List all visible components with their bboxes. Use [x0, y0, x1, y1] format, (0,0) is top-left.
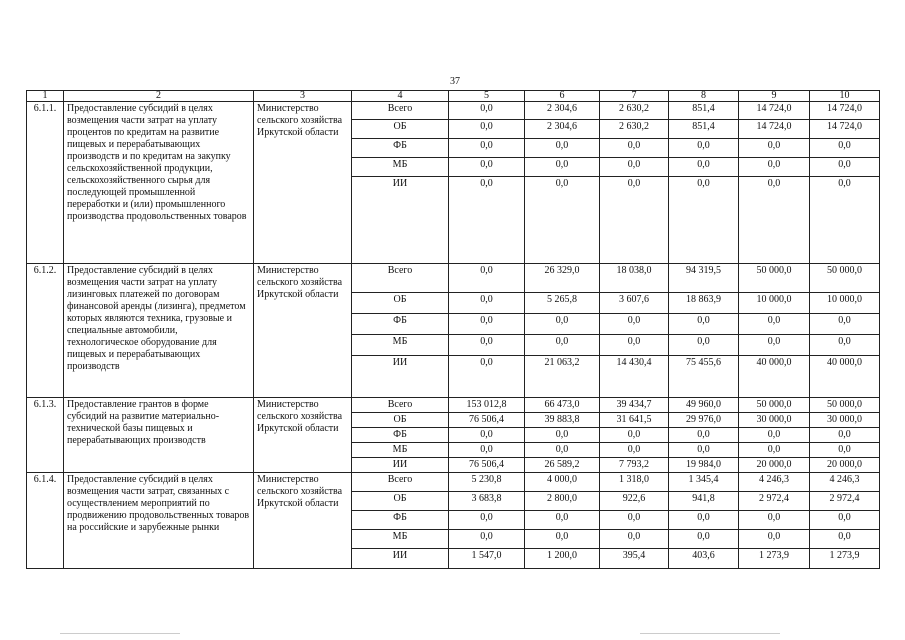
funding-source: ОБ — [352, 413, 449, 428]
value-cell: 922,6 — [600, 492, 669, 511]
table-row — [27, 102, 880, 120]
value-cell: 0,0 — [739, 177, 810, 264]
value-cell: 0,0 — [810, 139, 880, 158]
funding-source: ИИ — [352, 177, 449, 264]
value-cell: 0,0 — [600, 177, 669, 264]
value-cell: 0,0 — [810, 511, 880, 530]
funding-source: МБ — [352, 530, 449, 549]
value-cell: 0,0 — [669, 335, 739, 356]
value-cell: 0,0 — [810, 443, 880, 458]
column-header: 9 — [739, 91, 810, 102]
value-cell: 1 273,9 — [739, 549, 810, 569]
column-header: 4 — [352, 91, 449, 102]
column-header: 6 — [525, 91, 600, 102]
funding-source: Всего — [352, 473, 449, 492]
value-cell: 2 630,2 — [600, 120, 669, 139]
value-cell: 0,0 — [600, 443, 669, 458]
value-cell: 14 724,0 — [739, 120, 810, 139]
value-cell: 14 724,0 — [810, 120, 880, 139]
item-number: 6.1.2. — [27, 264, 64, 398]
value-cell: 0,0 — [525, 443, 600, 458]
value-cell: 0,0 — [449, 264, 525, 293]
item-executor: Министерство сельского хозяйства Иркутской области — [254, 473, 352, 569]
item-description: Предоставление субсидий в целях возмещения части затрат на уплату лизинговых платежей по договорам финансовой аренды (лизинга), предметом которых являются техника, грузовые и специальные автомобили, технологическое оборудование для пищевых и перерабатывающих производств — [64, 264, 254, 398]
value-cell: 14 724,0 — [739, 102, 810, 120]
value-cell: 40 000,0 — [739, 356, 810, 398]
value-cell: 941,8 — [669, 492, 739, 511]
item-number: 6.1.1. — [27, 102, 64, 264]
value-cell: 2 800,0 — [525, 492, 600, 511]
value-cell: 20 000,0 — [739, 458, 810, 473]
value-cell: 0,0 — [669, 177, 739, 264]
value-cell: 10 000,0 — [739, 293, 810, 314]
value-cell: 0,0 — [600, 158, 669, 177]
value-cell: 0,0 — [669, 314, 739, 335]
item-number: 6.1.3. — [27, 398, 64, 473]
value-cell: 3 683,8 — [449, 492, 525, 511]
value-cell: 2 972,4 — [810, 492, 880, 511]
value-cell: 0,0 — [449, 428, 525, 443]
funding-source: ОБ — [352, 293, 449, 314]
funding-source: Всего — [352, 264, 449, 293]
item-description: Предоставление субсидий в целях возмещения части затрат на уплату процентов по кредитам на развитие пищевых и перерабатывающих производств и по кредитам на закупку сельскохозяйственной продукции, сельскохозяйственного сырья для последующей промышленной переработки и (или) промышленного производства продовольственных товаров — [64, 102, 254, 264]
column-header: 1 — [27, 91, 64, 102]
value-cell: 0,0 — [739, 428, 810, 443]
value-cell: 0,0 — [739, 158, 810, 177]
funding-source: ИИ — [352, 458, 449, 473]
value-cell: 76 506,4 — [449, 458, 525, 473]
value-cell: 1 345,4 — [669, 473, 739, 492]
funding-source: ОБ — [352, 492, 449, 511]
value-cell: 2 972,4 — [739, 492, 810, 511]
value-cell: 94 319,5 — [669, 264, 739, 293]
funding-source: Всего — [352, 102, 449, 120]
funding-source: ФБ — [352, 511, 449, 530]
value-cell: 0,0 — [525, 428, 600, 443]
value-cell: 2 304,6 — [525, 120, 600, 139]
value-cell: 403,6 — [669, 549, 739, 569]
value-cell: 50 000,0 — [810, 398, 880, 413]
column-header: 3 — [254, 91, 352, 102]
value-cell: 14 724,0 — [810, 102, 880, 120]
value-cell: 39 434,7 — [600, 398, 669, 413]
value-cell: 0,0 — [739, 335, 810, 356]
value-cell: 851,4 — [669, 102, 739, 120]
value-cell: 0,0 — [600, 511, 669, 530]
column-header: 2 — [64, 91, 254, 102]
value-cell: 0,0 — [525, 530, 600, 549]
column-header: 8 — [669, 91, 739, 102]
value-cell: 0,0 — [525, 158, 600, 177]
value-cell: 19 984,0 — [669, 458, 739, 473]
value-cell: 21 063,2 — [525, 356, 600, 398]
value-cell: 66 473,0 — [525, 398, 600, 413]
value-cell: 0,0 — [525, 314, 600, 335]
value-cell: 18 038,0 — [600, 264, 669, 293]
value-cell: 3 607,6 — [600, 293, 669, 314]
value-cell: 2 630,2 — [600, 102, 669, 120]
funding-source: МБ — [352, 335, 449, 356]
value-cell: 0,0 — [810, 314, 880, 335]
value-cell: 0,0 — [449, 335, 525, 356]
value-cell: 0,0 — [525, 511, 600, 530]
value-cell: 30 000,0 — [739, 413, 810, 428]
footer-rule — [60, 633, 180, 634]
table-row — [27, 473, 880, 492]
value-cell: 0,0 — [669, 511, 739, 530]
value-cell: 0,0 — [600, 530, 669, 549]
value-cell: 0,0 — [449, 120, 525, 139]
value-cell: 4 000,0 — [525, 473, 600, 492]
item-description: Предоставление субсидий в целях возмещения части затрат, связанных с осуществлением мероприятий по продвижению продовольственных товаров на российские и зарубежные рынки — [64, 473, 254, 569]
value-cell: 14 430,4 — [600, 356, 669, 398]
value-cell: 0,0 — [739, 314, 810, 335]
value-cell: 4 246,3 — [810, 473, 880, 492]
table-row — [27, 398, 880, 413]
funding-source: ОБ — [352, 120, 449, 139]
page-number: 37 — [450, 76, 460, 87]
value-cell: 30 000,0 — [810, 413, 880, 428]
value-cell: 0,0 — [669, 530, 739, 549]
value-cell: 5 230,8 — [449, 473, 525, 492]
item-description: Предоставление грантов в форме субсидий на развитие материально-технической базы пищевых и перерабатывающих производств — [64, 398, 254, 473]
value-cell: 39 883,8 — [525, 413, 600, 428]
value-cell: 75 455,6 — [669, 356, 739, 398]
value-cell: 0,0 — [449, 530, 525, 549]
value-cell: 0,0 — [739, 530, 810, 549]
value-cell: 40 000,0 — [810, 356, 880, 398]
item-executor: Министерство сельского хозяйства Иркутской области — [254, 102, 352, 264]
funding-source: Всего — [352, 398, 449, 413]
table-row — [27, 264, 880, 293]
item-number: 6.1.4. — [27, 473, 64, 569]
value-cell: 49 960,0 — [669, 398, 739, 413]
column-header: 5 — [449, 91, 525, 102]
funding-source: МБ — [352, 158, 449, 177]
value-cell: 0,0 — [525, 177, 600, 264]
value-cell: 0,0 — [449, 139, 525, 158]
value-cell: 0,0 — [669, 139, 739, 158]
header-row — [27, 91, 880, 102]
value-cell: 5 265,8 — [525, 293, 600, 314]
value-cell: 0,0 — [600, 139, 669, 158]
value-cell: 10 000,0 — [810, 293, 880, 314]
value-cell: 0,0 — [449, 511, 525, 530]
value-cell: 26 589,2 — [525, 458, 600, 473]
value-cell: 0,0 — [600, 428, 669, 443]
value-cell: 0,0 — [739, 511, 810, 530]
value-cell: 2 304,6 — [525, 102, 600, 120]
value-cell: 7 793,2 — [600, 458, 669, 473]
budget-table — [26, 90, 880, 569]
value-cell: 0,0 — [739, 139, 810, 158]
value-cell: 50 000,0 — [739, 398, 810, 413]
value-cell: 0,0 — [449, 293, 525, 314]
item-executor: Министерство сельского хозяйства Иркутской области — [254, 264, 352, 398]
value-cell: 0,0 — [525, 335, 600, 356]
value-cell: 1 200,0 — [525, 549, 600, 569]
value-cell: 0,0 — [525, 139, 600, 158]
value-cell: 18 863,9 — [669, 293, 739, 314]
value-cell: 0,0 — [600, 335, 669, 356]
value-cell: 0,0 — [600, 314, 669, 335]
value-cell: 0,0 — [810, 177, 880, 264]
value-cell: 1 318,0 — [600, 473, 669, 492]
value-cell: 395,4 — [600, 549, 669, 569]
value-cell: 0,0 — [449, 177, 525, 264]
funding-source: ИИ — [352, 549, 449, 569]
value-cell: 0,0 — [669, 443, 739, 458]
column-header: 7 — [600, 91, 669, 102]
funding-source: ФБ — [352, 428, 449, 443]
value-cell: 0,0 — [810, 335, 880, 356]
funding-source: ФБ — [352, 139, 449, 158]
value-cell: 0,0 — [739, 443, 810, 458]
column-header: 10 — [810, 91, 880, 102]
value-cell: 4 246,3 — [739, 473, 810, 492]
funding-source: ИИ — [352, 356, 449, 398]
value-cell: 0,0 — [449, 158, 525, 177]
value-cell: 0,0 — [449, 356, 525, 398]
value-cell: 0,0 — [810, 428, 880, 443]
footer-rule — [640, 633, 780, 634]
value-cell: 50 000,0 — [739, 264, 810, 293]
value-cell: 20 000,0 — [810, 458, 880, 473]
funding-source: МБ — [352, 443, 449, 458]
value-cell: 0,0 — [449, 102, 525, 120]
value-cell: 851,4 — [669, 120, 739, 139]
value-cell: 1 273,9 — [810, 549, 880, 569]
funding-source: ФБ — [352, 314, 449, 335]
value-cell: 0,0 — [810, 530, 880, 549]
value-cell: 1 547,0 — [449, 549, 525, 569]
item-executor: Министерство сельского хозяйства Иркутской области — [254, 398, 352, 473]
value-cell: 0,0 — [669, 158, 739, 177]
value-cell: 0,0 — [449, 443, 525, 458]
value-cell: 153 012,8 — [449, 398, 525, 413]
value-cell: 29 976,0 — [669, 413, 739, 428]
value-cell: 0,0 — [669, 428, 739, 443]
value-cell: 31 641,5 — [600, 413, 669, 428]
value-cell: 76 506,4 — [449, 413, 525, 428]
value-cell: 0,0 — [449, 314, 525, 335]
value-cell: 50 000,0 — [810, 264, 880, 293]
value-cell: 26 329,0 — [525, 264, 600, 293]
value-cell: 0,0 — [810, 158, 880, 177]
